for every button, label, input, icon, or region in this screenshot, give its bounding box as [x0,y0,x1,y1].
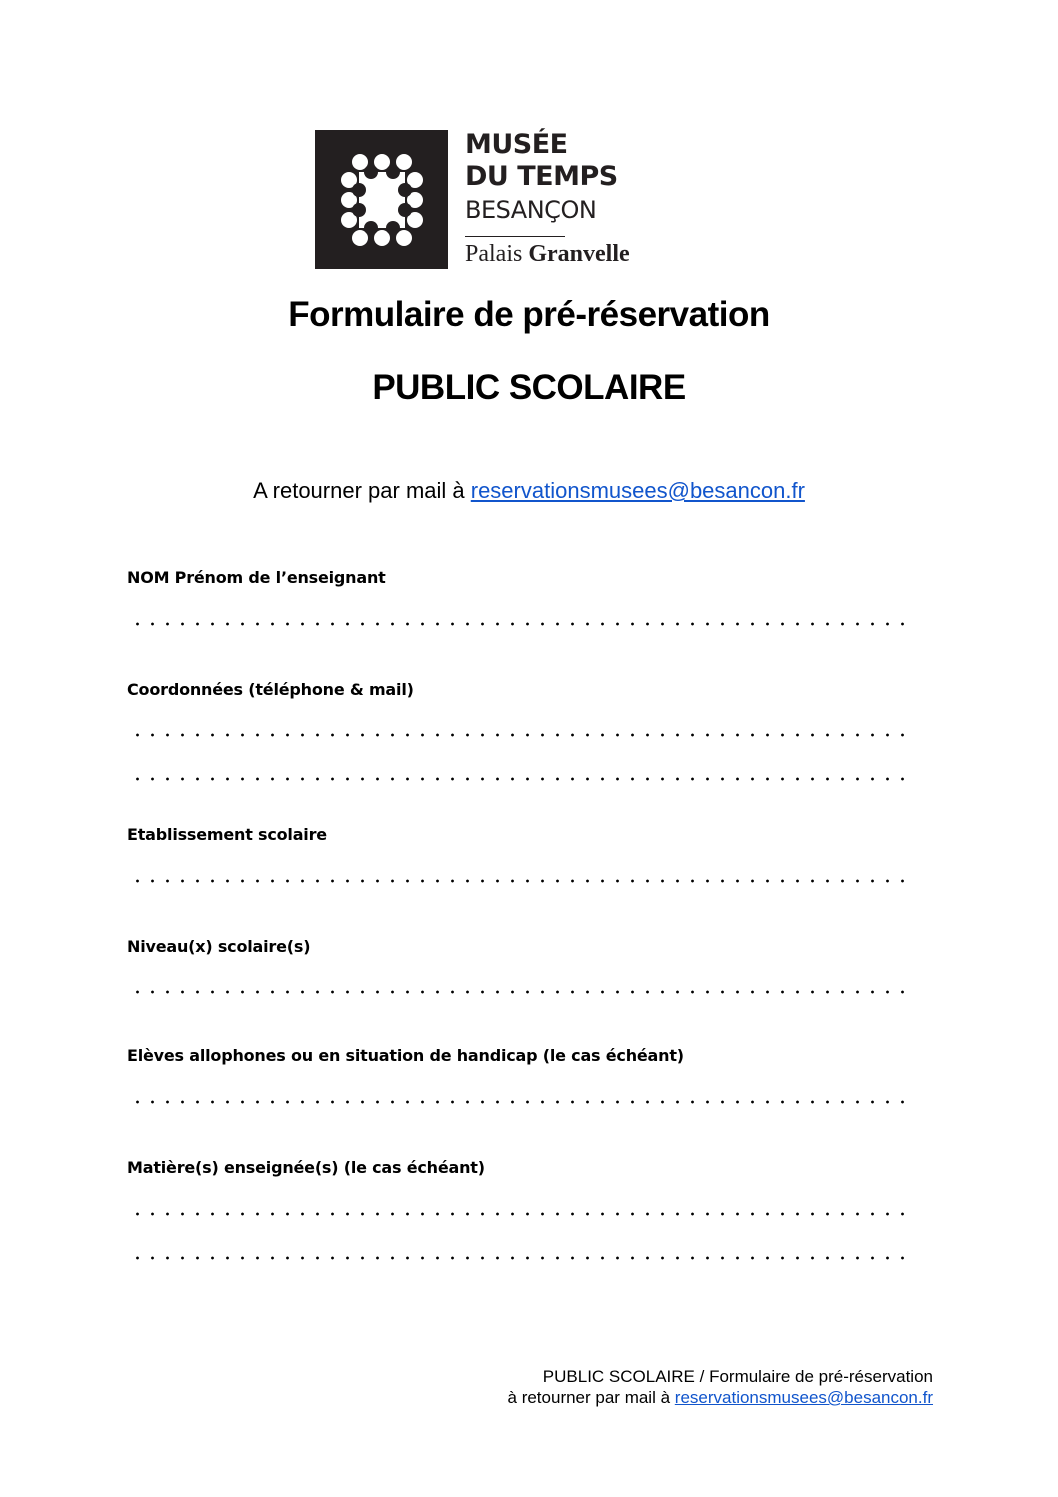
return-instruction-text: A retourner par mail à [253,478,465,503]
field-line-subjects-1[interactable] [130,1211,910,1217]
field-label-subjects: Matière(s) enseignée(s) (le cas échéant) [127,1158,485,1177]
footer-return-text: à retourner par mail à [507,1388,671,1407]
logo-emblem [315,130,448,269]
field-line-teacher-name[interactable] [130,621,910,627]
museum-logo [315,130,660,270]
logo-text-musee: MUSÉE [465,129,568,160]
field-label-school: Etablissement scolaire [127,825,327,844]
return-email-link[interactable]: reservationsmusees@besancon.fr [470,478,805,503]
logo-divider [465,236,565,237]
field-line-subjects-2[interactable] [130,1255,910,1261]
clock-emblem-icon [315,130,448,269]
logo-text-palais: Palais [465,241,523,267]
page-title: Formulaire de pré-réservation [288,295,770,334]
field-label-special-needs: Elèves allophones ou en situation de handicap (le cas échéant) [127,1046,684,1065]
field-line-grade-level[interactable] [130,989,910,995]
field-label-teacher-name: NOM Prénom de l’enseignant [127,568,386,587]
logo-text-du-temps: DU TEMPS [465,161,618,192]
field-line-school[interactable] [130,878,910,884]
field-label-grade-level: Niveau(x) scolaire(s) [127,937,311,956]
footer-email-link[interactable]: reservationsmusees@besancon.fr [674,1388,933,1407]
field-line-contact-1[interactable] [130,732,910,738]
logo-text-palais-granvelle [465,240,630,268]
logo-text-besancon: BESANÇON [465,196,597,224]
footer-line-1: PUBLIC SCOLAIRE / Formulaire de pré-réservation [542,1367,933,1386]
logo-text-granvelle: Granvelle [528,241,630,267]
field-line-special-needs[interactable] [130,1099,910,1105]
field-label-contact: Coordonnées (téléphone & mail) [127,680,414,699]
return-instruction [0,478,1058,504]
page-subtitle: PUBLIC SCOLAIRE [372,368,686,407]
footer [508,1366,933,1408]
footer-line-2 [508,1387,933,1408]
field-line-contact-2[interactable] [130,776,910,782]
